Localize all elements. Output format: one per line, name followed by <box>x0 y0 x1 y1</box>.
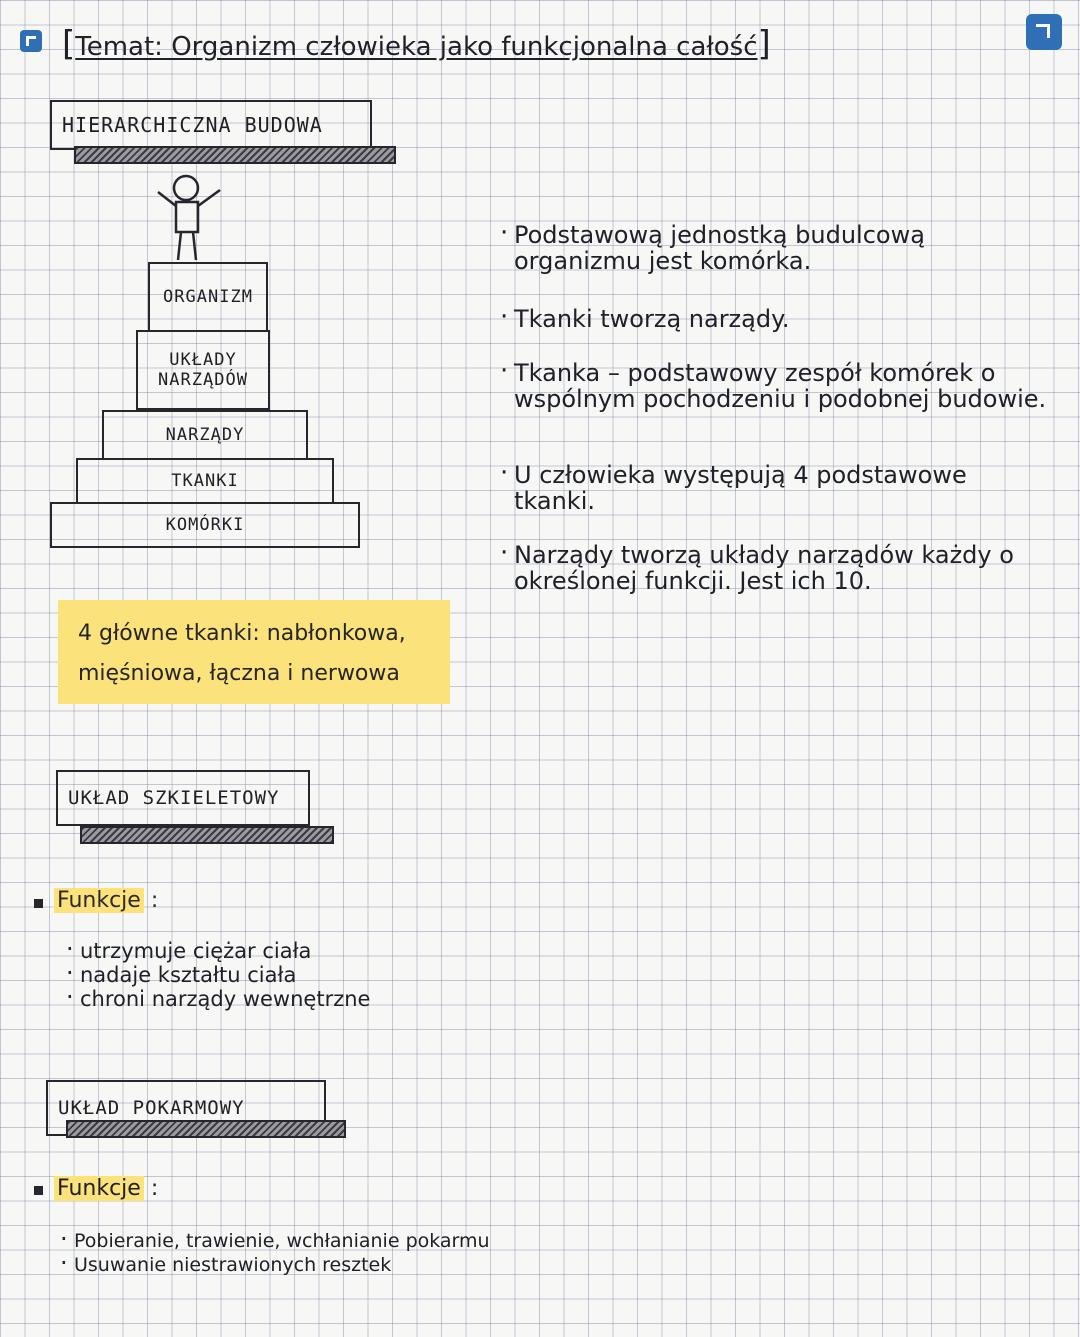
note-item: · U człowieka występują 4 podstawowe tkanki. <box>514 462 1034 514</box>
digestive-functions-label: Funkcje : <box>54 1176 158 1201</box>
hierarchy-heading: HIERARCHICZNA BUDOWA <box>50 100 372 150</box>
sticky-note-line: 4 główne tkanki: nabłonkowa, <box>78 621 406 646</box>
app-logo-icon <box>20 30 42 52</box>
note-item: · Podstawową jednostką budulcową organizmu jest komórka. <box>514 222 1034 274</box>
page-title: [Temat: Organizm człowieka jako funkcjonalna całość] <box>62 24 771 64</box>
digestive-function-item: · Usuwanie niestrawionych resztek <box>74 1254 391 1276</box>
pyramid-level-organ-systems: UKŁADY NARZĄDÓW <box>136 330 270 410</box>
note-item: · Tkanka – podstawowy zespół komórek o wspólnym pochodzeniu i podobnej budowie. <box>514 360 1054 412</box>
skeletal-functions-label: Funkcje : <box>54 888 158 913</box>
pyramid-level-tissues: TKANKI <box>76 458 334 504</box>
bullet-square-icon <box>34 1186 43 1195</box>
skeletal-function-item: · nadaje kształtu ciała <box>80 964 296 986</box>
skeletal-heading: UKŁAD SZKIELETOWY <box>56 770 310 826</box>
pyramid-level-organs: NARZĄDY <box>102 410 308 460</box>
pyramid-level-organism: ORGANIZM <box>148 262 268 332</box>
skeletal-heading-underline <box>80 826 334 844</box>
bullet-square-icon <box>34 899 43 908</box>
skeletal-function-item: · chroni narządy wewnętrzne <box>80 988 370 1010</box>
sticky-note <box>58 600 450 704</box>
sticky-note-line: mięśniowa, łączna i nerwowa <box>78 661 400 686</box>
digestive-function-item: · Pobieranie, trawienie, wchłanianie pokarmu <box>74 1230 490 1252</box>
pyramid-level-cells: KOMÓRKI <box>50 502 360 548</box>
note-item: · Narządy tworzą układy narządów każdy o określonej funkcji. Jest ich 10. <box>514 542 1054 594</box>
hierarchy-heading-underline <box>74 146 396 164</box>
stick-figure-icon <box>150 172 230 264</box>
corner-logo-icon <box>1026 14 1062 50</box>
digestive-heading-underline <box>66 1120 346 1138</box>
digestive-heading: UKŁAD POKARMOWY <box>46 1080 326 1136</box>
note-item: · Tkanki tworzą narządy. <box>514 306 1034 332</box>
skeletal-function-item: · utrzymuje ciężar ciała <box>80 940 311 962</box>
